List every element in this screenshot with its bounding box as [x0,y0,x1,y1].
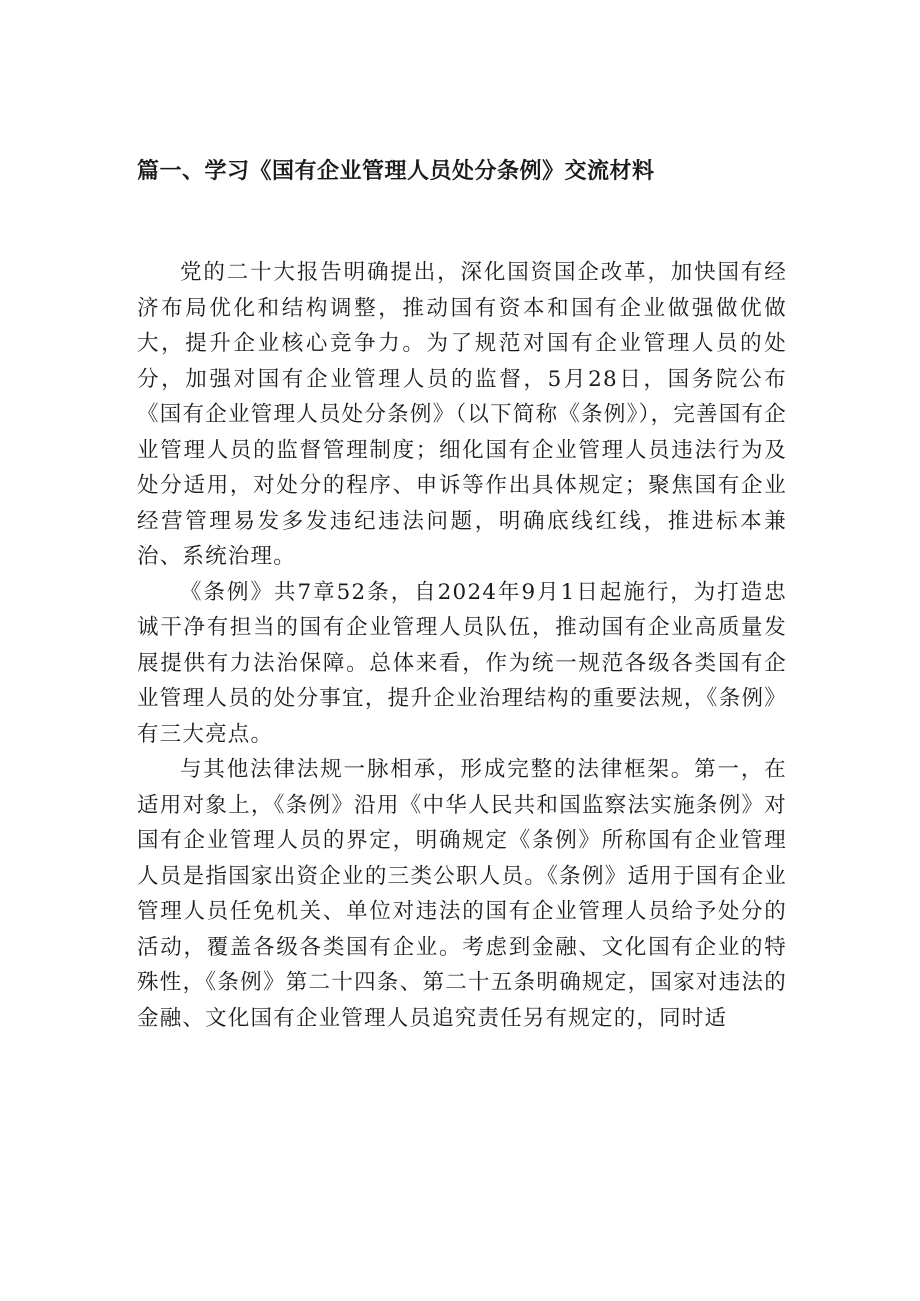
document-body [137,255,787,1036]
paragraph-3: 与其他法律法规一脉相承，形成完整的法律框架。第一，在适用对象上，《条例》沿用《中华人民共和国监察法实施条例》对国有企业管理人员的界定，明确规定《条例》所称国有企业管理人员是指国家出资企业的三类公职人员。《条例》适用于国有企业管理人员任免机关、单位对违法的国有企业管理人员给予处分的活动，覆盖各级各类国有企业。考虑到金融、文化国有企业的特殊性，《条例》第二十四条、第二十五条明确规定，国家对违法的金融、文化国有企业管理人员追究责任另有规定的，同时适 [137,757,787,1031]
paragraph-1: 党的二十大报告明确提出，深化国资国企改革，加快国有经济布局优化和结构调整，推动国有资本和国有企业做强做优做大，提升企业核心竞争力。为了规范对国有企业管理人员的处分，加强对国有企业管理人员的监督，5月28日，国务院公布《国有企业管理人员处分条例》（以下简称《条例》），完善国有企业管理人员的监督管理制度；细化国有企业管理人员违法行为及处分适用，对处分的程序、申诉等作出具体规定；聚焦国有企业经营管理易发多发违纪违法问题，明确底线红线，推进标本兼治、系统治理。 [137,260,787,569]
paragraph-2: 《条例》共7章52条，自2024年9月1日起施行，为打造忠诚干净有担当的国有企业管理人员队伍，推动国有企业高质量发展提供有力法治保障。总体来看，作为统一规范各级各类国有企业管理人员的处分事宜，提升企业治理结构的重要法规，《条例》有三大亮点。 [137,579,787,747]
document-title: 篇一、学习《国有企业管理人员处分条例》交流材料 [137,159,655,184]
